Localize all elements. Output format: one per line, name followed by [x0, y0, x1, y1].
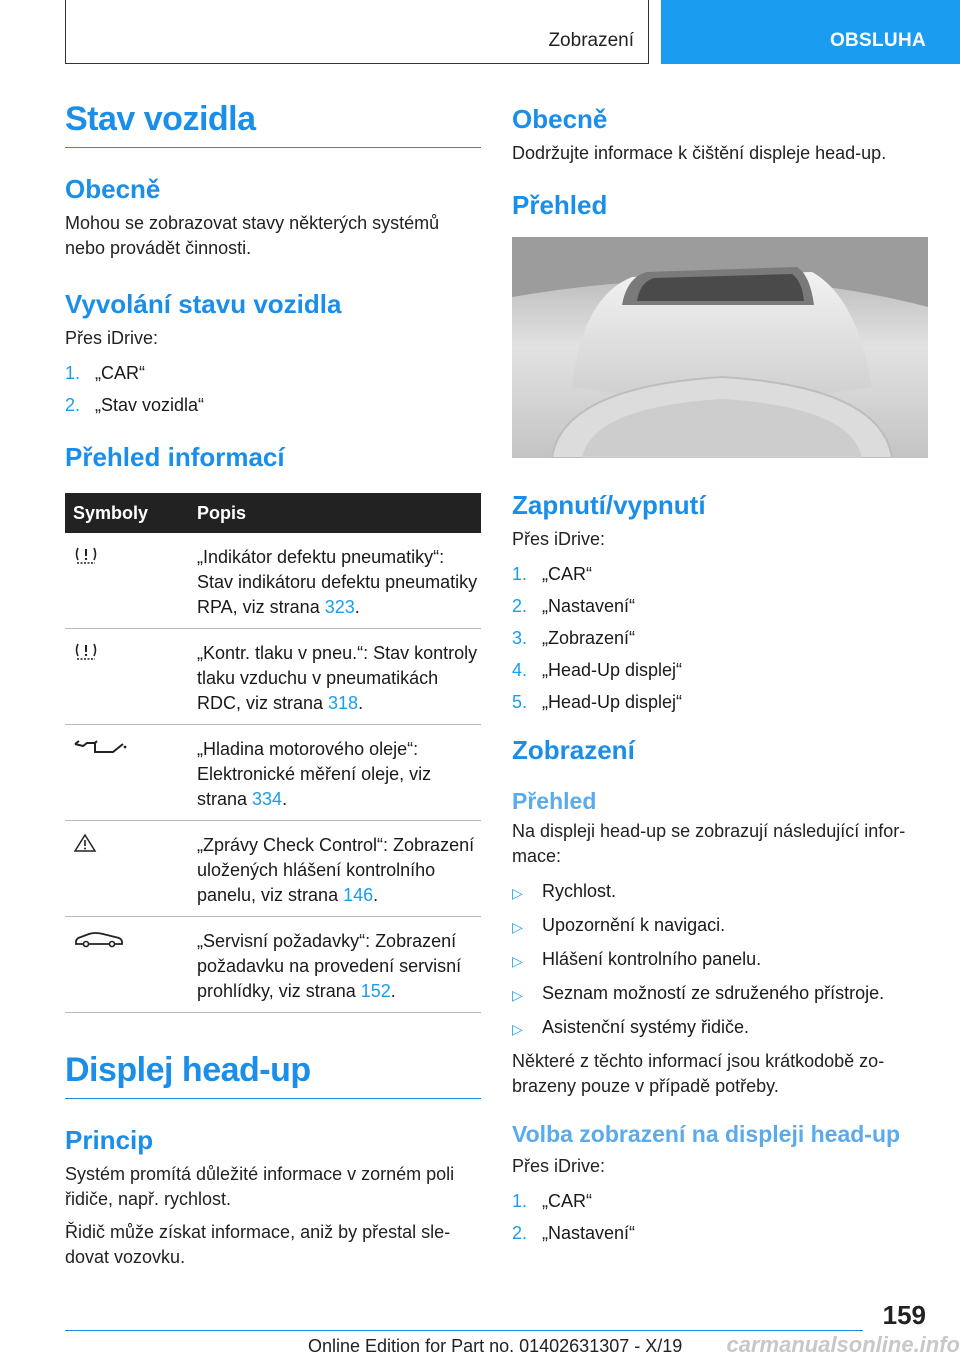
- page-link[interactable]: 323: [324, 597, 355, 617]
- toggle-heading: Zapnutí/vypnutí: [512, 490, 706, 520]
- list-item: ▷ Hlášení kontrolního panelu.: [512, 947, 928, 974]
- general-text: Mohou se zobrazovat stavy některých systémů nebo provádět činnosti.: [65, 213, 440, 258]
- header-chapter-tab: [661, 0, 960, 64]
- list-item: ▷ Seznam možností ze sdruženého přístroje.: [512, 981, 928, 1008]
- page-number: 159: [882, 1300, 926, 1330]
- oil-can-icon: [73, 737, 127, 757]
- title-block: [65, 100, 481, 148]
- bullet-triangle-icon: ▷: [512, 987, 523, 1003]
- right-general-heading: Obecně: [512, 104, 608, 134]
- list-item: 1. „CAR“: [512, 1191, 592, 1211]
- hud-title: Displej head-up: [65, 1051, 311, 1089]
- page-link[interactable]: 152: [360, 981, 391, 1001]
- page-link[interactable]: 318: [328, 693, 359, 713]
- page-title: Stav vozidla: [65, 100, 256, 138]
- list-item: 2. „Stav vozidla“: [65, 395, 205, 415]
- toggle-intro: Přes iDrive:: [512, 529, 606, 549]
- right-overview-heading: Přehled: [512, 190, 608, 220]
- warning-triangle-icon: [73, 833, 97, 853]
- toggle-steps: [512, 562, 928, 715]
- list-item: 5. „Head-Up displej“: [512, 692, 683, 712]
- table-header-row: [65, 493, 481, 533]
- hud-title-block: [65, 1051, 481, 1099]
- hud-photo: [512, 237, 928, 458]
- call-intro: Přes iDrive:: [65, 328, 159, 348]
- page-link[interactable]: 146: [343, 885, 374, 905]
- list-item: ▷ Asistenční systémy řidiče.: [512, 1015, 928, 1042]
- principle-heading: Princip: [65, 1125, 154, 1155]
- left-column: [65, 100, 481, 1270]
- display-subheading: Přehled: [512, 788, 597, 814]
- col-symbols: Symboly: [65, 493, 189, 533]
- select-heading: Volba zobrazení na displeji head-up: [512, 1121, 901, 1147]
- header-chapter-label: OBSLUHA: [829, 30, 926, 51]
- table-row: „Zprávy Check Control“: Zobrazení uložených hlášení kontrolního panelu, viz strana 146.: [65, 821, 481, 917]
- call-heading: Vyvolání stavu vozidla: [65, 289, 342, 319]
- bullet-triangle-icon: ▷: [512, 885, 523, 901]
- principle-text-1: Systém promítá důležité informace v zorném poli řidiče, např. rychlost.: [65, 1164, 455, 1209]
- page-link[interactable]: 334: [252, 789, 283, 809]
- list-item: ▷ Upozornění k navigaci.: [512, 913, 928, 940]
- display-items: [512, 879, 928, 1042]
- info-table: [65, 493, 481, 1013]
- tire-pressure-warning-icon: [73, 641, 99, 661]
- footer-edition: Online Edition for Part no. 01402631307 - X/19: [308, 1336, 683, 1356]
- right-column: [512, 100, 928, 1253]
- right-general-text: Dodržujte informace k čištění displeje head-up.: [512, 143, 887, 163]
- call-steps: [65, 361, 481, 418]
- hud-illustration: [512, 237, 928, 458]
- table-row: „Hladina motorového oleje“: Elektronické měření oleje, viz strana 334.: [65, 725, 481, 821]
- table-row: „Servisní požadavky“: Zobrazení požadavku na provedení servisní prohlídky, viz strana 152.: [65, 917, 481, 1013]
- footer-brand-watermark: carmanualsonline.info: [726, 1332, 960, 1357]
- header-section-box: [65, 0, 649, 64]
- col-description: Popis: [189, 493, 481, 533]
- list-item: 1. „CAR“: [512, 564, 592, 584]
- list-item: 2. „Nastavení“: [512, 596, 636, 616]
- list-item: 3. „Zobrazení“: [512, 628, 636, 648]
- bullet-triangle-icon: ▷: [512, 919, 523, 935]
- display-heading: Zobrazení: [512, 735, 635, 765]
- bullet-triangle-icon: ▷: [512, 953, 523, 969]
- display-text: Na displeji head-up se zobrazují následující informace:: [512, 821, 906, 866]
- overview-heading: Přehled informací: [65, 442, 285, 472]
- bullet-triangle-icon: ▷: [512, 1021, 523, 1037]
- tire-pressure-warning-icon: [73, 545, 99, 565]
- table-row: „Indikátor defektu pneumatiky“: Stav indikátoru defektu pneumatiky RPA, viz strana 323.: [65, 533, 481, 629]
- header-section-title: Zobrazení: [548, 30, 634, 51]
- principle-text-2: Řidič může získat informace, aniž by přestal sledovat vozovku.: [65, 1222, 451, 1267]
- list-item: 2. „Nastavení“: [512, 1223, 636, 1243]
- service-car-icon: [73, 929, 125, 949]
- list-item: 1. „CAR“: [65, 363, 145, 383]
- list-item: ▷ Rychlost.: [512, 879, 928, 906]
- table-row: „Kontr. tlaku v pneu.“: Stav kontroly tlaku vzduchu v pneumatikách RDC, viz strana 318.: [65, 629, 481, 725]
- display-note: Některé z těchto informací jsou krátkodobě zobrazeny pouze v případě potřeby.: [512, 1051, 885, 1096]
- footer-divider: [65, 1330, 863, 1331]
- general-heading: Obecně: [65, 174, 161, 204]
- list-item: 4. „Head-Up displej“: [512, 660, 683, 680]
- select-intro: Přes iDrive:: [512, 1156, 606, 1176]
- select-steps: [512, 1189, 928, 1246]
